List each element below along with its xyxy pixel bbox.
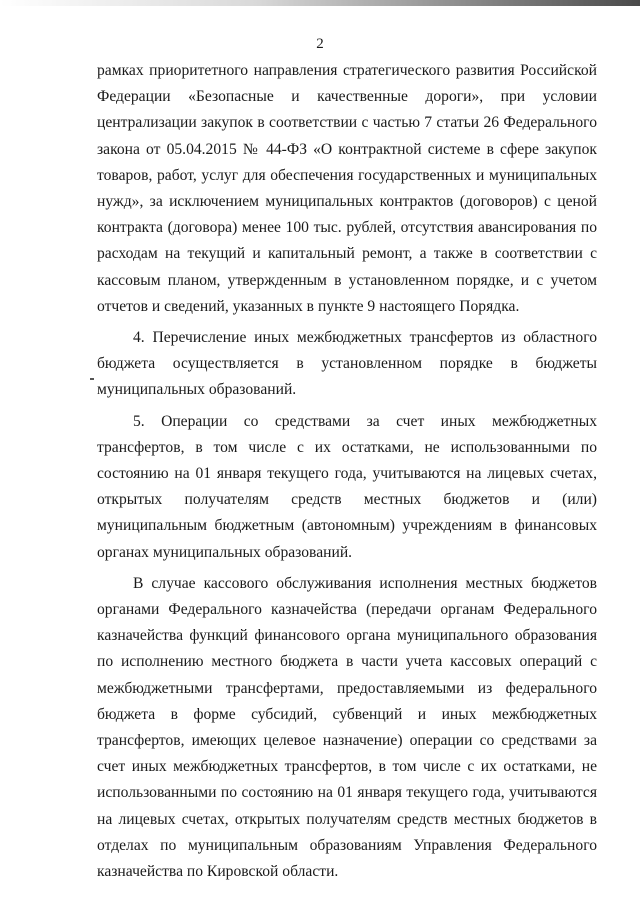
paragraph-treasury: В случае кассового обслуживания исполнения местных бюджетов органами Федерального казначейства (передачи органам Федерального казначейства функций финансового органа муниципального образования по исполнению местного бюджета в части учета кассовых операций с межбюджетными трансфертами, предоставляемыми из федерального бюджета в форме субсидий, субвенций и иных межбюджетных трансфертов, имеющих целевое назначение) операции со средствами за счет иных межбюджетных трансфертов, в том числе с их остатками, не использованными по состоянию на 01 января текущего года, учитываются на лицевых счетах, открытых получателям средств местных бюджетов в отделах по муниципальным образованиям Управления Федерального казначейства по Кировской области.	[97, 574, 597, 881]
paragraph-item-5: 5. Операции со средствами за счет иных межбюджетных трансфертов, в том числе с их остатками, не использованными по состоянию на 01 января текущего года, учитываются на лицевых счетах, открытых получателям средств местных бюджетов и (или) муниципальным бюджетным (автономным) учреждениям в финансовых органах муниципальных образований.	[97, 412, 597, 561]
paragraph-continuation: рамках приоритетного направления стратегического развития Российской Федерации «Безопасные и качественные дороги», при условии централизации закупок в соответствии с частью 7 статьи 26 Федерального закона от 05.04.2015 № 44-ФЗ «О контрактной системе в сфере закупок товаров, работ, услуг для обеспечения государственных и муниципальных нужд», за исключением муниципальных контрактов (договоров) с ценой контракта (договора) менее 100 тыс. рублей, отсутствия авансирования по расходам на текущий и капитальный ремонт, а также в соответствии с кассовым планом, утвержденным в установленном порядке, и с учетом отчетов и сведений, указанных в пункте 9 настоящего Порядка.	[97, 62, 597, 315]
document-body	[97, 58, 597, 885]
page-number: 2	[316, 36, 324, 52]
paragraph-item-4: 4. Перечисление иных межбюджетных трансфертов из областного бюджета осуществляется в установленном порядке в бюджеты муниципальных образований.	[97, 329, 597, 399]
scan-margin-mark	[90, 378, 94, 380]
scan-top-edge	[0, 0, 640, 6]
